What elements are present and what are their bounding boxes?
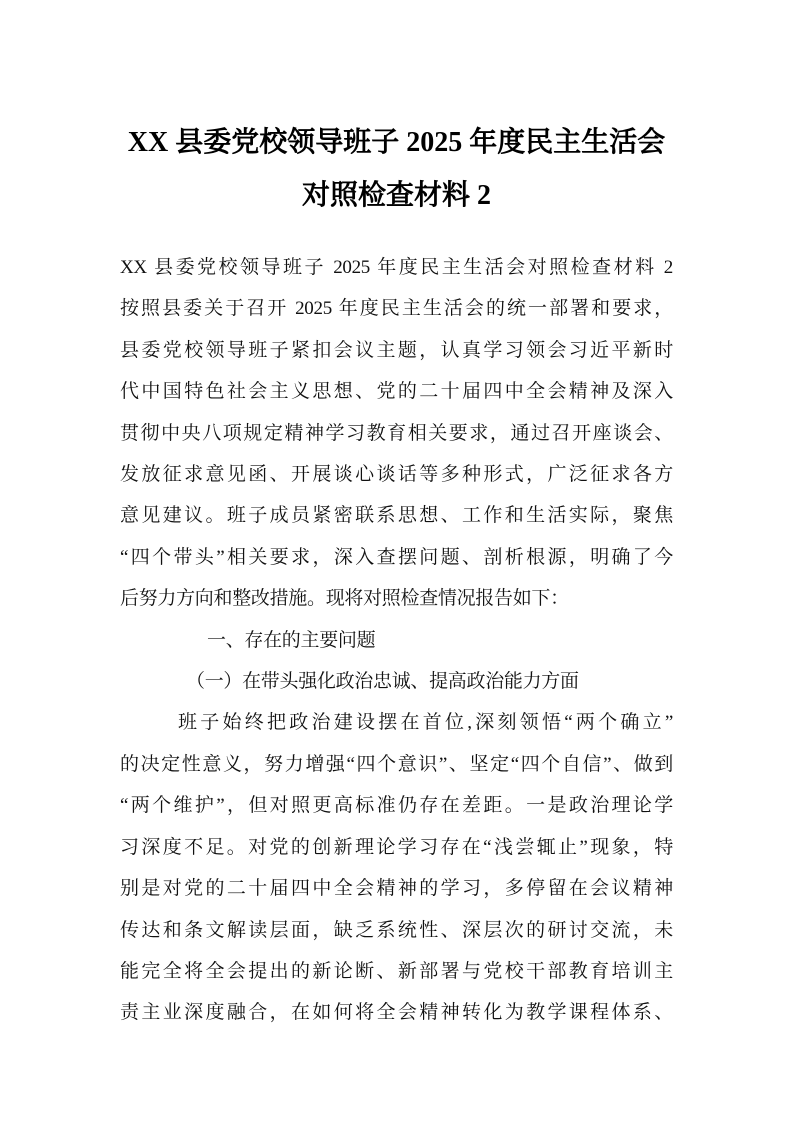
document-title: [0, 116, 793, 222]
body-text-line: 后努力方向和整改措施。现将对照检查情况报告如下：: [120, 588, 569, 610]
body-text-line: 能完全将全会提出的新论断、新部署与党校干部教育培训主: [120, 960, 673, 982]
body-text-line: 意见建议。班子成员紧密联系思想、工作和生活实际，聚焦: [120, 505, 673, 527]
document-title-line-1: XX 县委党校领导班子 2025 年度民主生活会: [127, 127, 666, 158]
body-text-line: 别是对党的二十届四中全会精神的学习，多停留在会议精神: [120, 878, 673, 900]
document-title-line-2: 对照检查材料 2: [301, 180, 491, 211]
body-text-line: 传达和条文解读层面，缺乏系统性、深层次的研讨交流，未: [120, 919, 673, 941]
body-text-line: 代中国特色社会主义思想、党的二十届四中全会精神及深入: [120, 381, 673, 403]
body-text-block: [120, 247, 673, 1034]
subsection-heading-line: （一）在带头强化政治忠诚、提高政治能力方面: [186, 671, 579, 693]
body-text-line: 班子始终把政治建设摆在首位,深刻领悟“两个确立”: [178, 712, 673, 734]
body-text-line: 的决定性意义，努力增强“四个意识”、坚定“四个自信”、做到: [120, 753, 673, 775]
body-text-line: “两个维护”，但对照更高标准仍存在差距。一是政治理论学: [120, 795, 673, 817]
body-text-line: 责主业深度融合，在如何将全会精神转化为教学课程体系、: [120, 1002, 673, 1024]
body-text-line: 按照县委关于召开 2025 年度民主生活会的统一部署和要求，: [120, 298, 673, 320]
body-text-line: XX 县委党校领导班子 2025 年度民主生活会对照检查材料 2: [120, 257, 673, 278]
body-text-line: 贯彻中央八项规定精神学习教育相关要求，通过召开座谈会、: [120, 422, 673, 444]
body-text-line: 习深度不足。对党的创新理论学习存在“浅尝辄止”现象，特: [120, 836, 673, 858]
body-text-line: “四个带头”相关要求，深入查摆问题、剖析根源，明确了今: [120, 546, 673, 568]
section-heading-line: 一、存在的主要问题: [207, 629, 376, 651]
body-text-line: 发放征求意见函、开展谈心谈话等多种形式，广泛征求各方: [120, 464, 673, 486]
body-text-line: 县委党校领导班子紧扣会议主题，认真学习领会习近平新时: [120, 339, 673, 361]
